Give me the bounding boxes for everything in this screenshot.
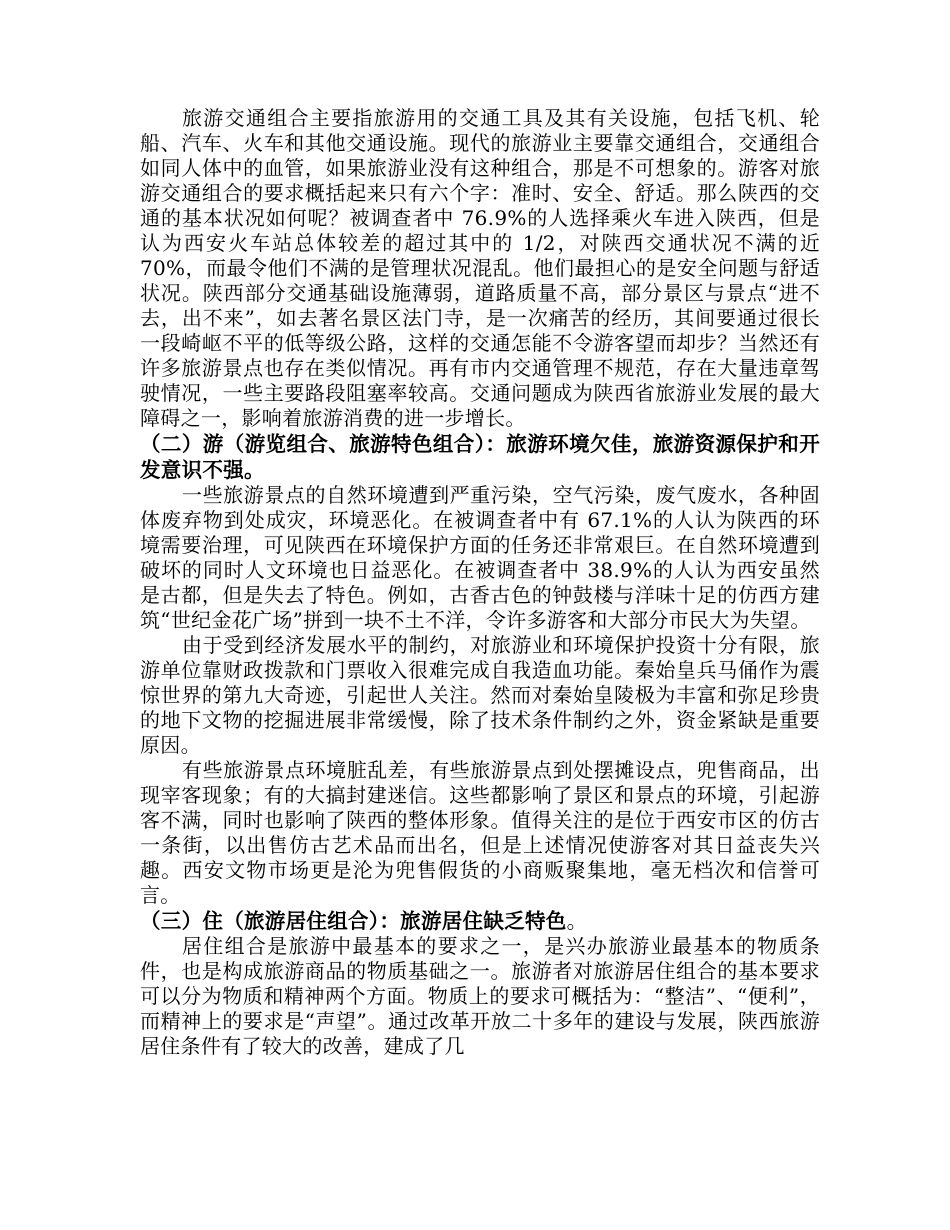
- section-heading-lodging-period: 。: [566, 909, 588, 933]
- paragraph-environment: 一些旅游景点的自然环境遭到严重污染，空气污染，废气废水，各种固体废弃物到处成灾，环境恶化。在被调查者中有 67.1%的人认为陕西的环境需要治理，可见陕西在环境保护方面的任务还非常艰巨。在自然环境遭到破坏的同时人文环境也日益恶化。在被调查者中 38.9%的人认为西安虽然是古都，但是失去了特色。例如，古香古色的钟鼓楼与洋味十足的仿西方建筑“世纪金花广场”拼到一块不土不洋，令许多游客和大部分市民大为失望。: [140, 483, 820, 632]
- paragraph-lodging: 居住组合是旅游中最基本的要求之一，是兴办旅游业最基本的物质条件，也是构成旅游商品的物质基础之一。旅游者对旅游居住组合的基本要求可以分为物质和精神两个方面。物质上的要求可概括为：“整洁”、“便利”，而精神上的要求是“声望”。通过改革开放二十多年的建设与发展，陕西旅游居住条件有了较大的改善，建成了几: [140, 934, 820, 1058]
- section-heading-lodging: [140, 908, 820, 934]
- section-heading-tour: （二）游（游览组合、旅游特色组合）：旅游环境欠佳，旅游资源保护和开发意识不强。: [140, 432, 820, 482]
- document-page: [140, 106, 820, 1059]
- section-heading-lodging-text: （三）住（旅游居住组合）：旅游居住缺乏特色: [140, 909, 567, 933]
- paragraph-scenic-spots: 有些旅游景点环境脏乱差，有些旅游景点到处摆摊设点，兜售商品，出现宰客现象；有的大搞封建迷信。这些都影响了景区和景点的环境，引起游客不满，同时也影响了陕西的整体形象。值得关注的是位于西安市区的仿古一条街，以出售仿古艺术品而出名，但是上述情况使游客对其日益丧失兴趣。西安文物市场更是沦为兜售假货的小商贩聚集地，毫无档次和信誉可言。: [140, 758, 820, 907]
- paragraph-investment: 由于受到经济发展水平的制约，对旅游业和环境保护投资十分有限，旅游单位靠财政拨款和门票收入很难完成自我造血功能。秦始皇兵马俑作为震惊世界的第九大奇迹，引起世人关注。然而对秦始皇陵极为丰富和弥足珍贵的地下文物的挖掘进展非常缓慢，除了技术条件制约之外，资金紧缺是重要原因。: [140, 633, 820, 757]
- paragraph-transport: 旅游交通组合主要指旅游用的交通工具及其有关设施，包括飞机、轮船、汽车、火车和其他交通设施。现代的旅游业主要靠交通组合，交通组合如同人体中的血管，如果旅游业没有这种组合，那是不可想象的。游客对旅游交通组合的要求概括起来只有六个字：准时、安全、舒适。那么陕西的交通的基本状况如何呢？被调查者中 76.9%的人选择乘火车进入陕西，但是认为西安火车站总体较差的超过其中的 1/2，对陕西交通状况不满的近 70%，而最令他们不满的是管理状况混乱。他们最担心的是安全问题与舒适状况。陕西部分交通基础设施薄弱，道路质量不高，部分景区与景点“进不去，出不来”，如去著名景区法门寺，是一次痛苦的经历，其间要通过很长一段崎岖不平的低等级公路，这样的交通怎能不令游客望而却步？当然还有许多旅游景点也存在类似情况。再有市内交通管理不规范，存在大量违章驾驶情况，一些主要路段阻塞率较高。交通问题成为陕西省旅游业发展的最大障碍之一，影响着旅游消费的进一步增长。: [140, 106, 820, 430]
